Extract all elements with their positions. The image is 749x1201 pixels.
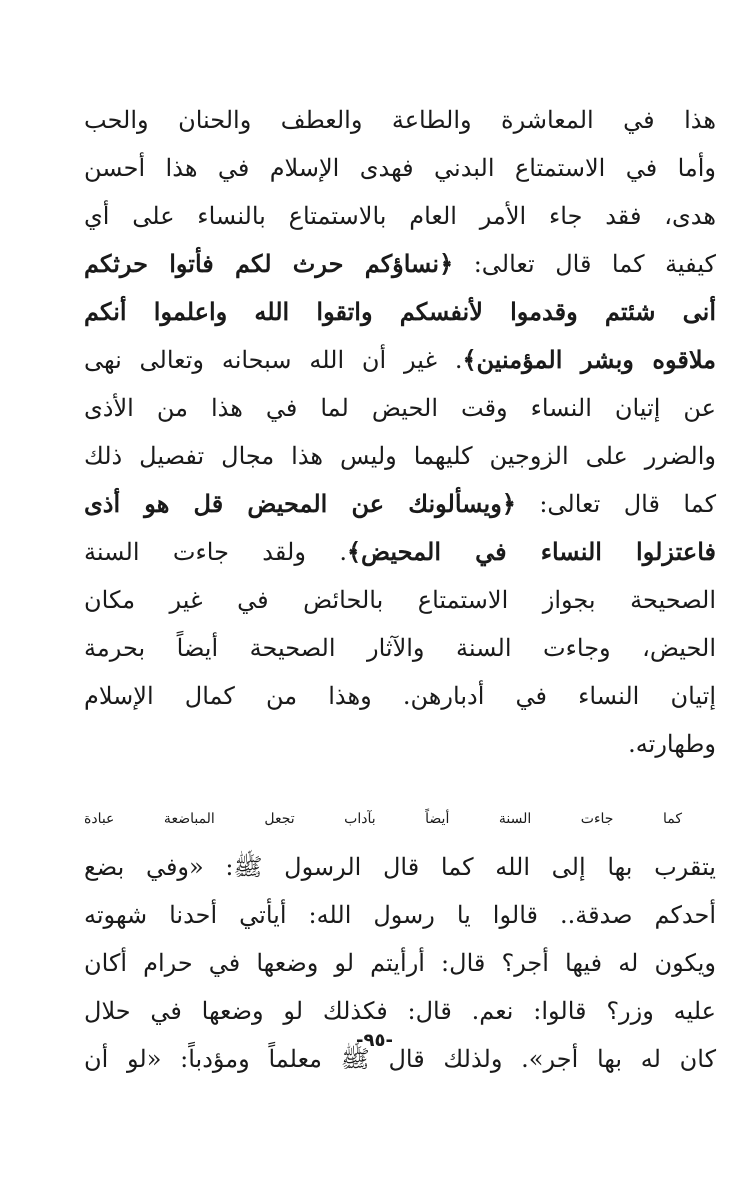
text-line: ويكون له فيها أجر؟ قال: أرأيتم لو وضعها في حرام أكان: [84, 949, 716, 977]
text-line: إتيان النساء في أدبارهن. وهذا من كمال الإسلام: [84, 682, 716, 710]
text-line: كما قال تعالى: ﴿ويسألونك عن المحيض قل هو أذى: [84, 489, 716, 518]
quran-quote: ﴿ويسألونك عن المحيض قل هو أذى: [84, 489, 516, 518]
text-line: الصحيحة بجواز الاستمتاع بالحائض في غير مكان: [84, 586, 716, 614]
text-line: يتقرب بها إلى الله كما قال الرسول ﷺ: «وفي بضع: [84, 853, 716, 881]
quran-quote: ملاقوه وبشر المؤمنين﴾: [462, 345, 716, 374]
text-line: [84, 288, 716, 336]
text-line: عن إتيان النساء وقت الحيض لما في هذا من الأذى: [84, 394, 716, 422]
text-line: وأما في الاستمتاع البدني فهدى الإسلام في هذا أحسن: [84, 154, 716, 182]
text-line: فاعتزلوا النساء في المحيض﴾. ولقد جاءت السنة: [84, 537, 717, 566]
quran-quote: أنى شئتم وقدموا لأنفسكم واتقوا الله واعلموا أنكم: [84, 297, 716, 326]
text-line: هدى، فقد جاء الأمر العام بالاستمتاع بالنساء على أي: [84, 202, 716, 230]
text-line: كما جاءت السنة أيضاً بآداب تجعل المباضعة عبادة: [84, 811, 682, 827]
text-line: والضرر على الزوجين كليهما وليس هذا مجال تفصيل ذلك: [84, 442, 716, 470]
page-number: -٩٥-: [356, 1030, 393, 1051]
text-line: وطهارته.: [628, 730, 716, 758]
quran-quote: فاعتزلوا النساء في المحيض﴾: [346, 537, 717, 566]
text-line: هذا في المعاشرة والطاعة والعطف والحنان والحب: [84, 106, 716, 134]
text-line: عليه وزر؟ قالوا: نعم. قال: فكذلك لو وضعها في حلال: [84, 997, 716, 1025]
text-line: أحدكم صدقة.. قالوا يا رسول الله: أيأتي أحدنا شهوته: [84, 901, 716, 929]
text-line: كان له بها أجر». ولذلك قال ﷺ معلماً ومؤدباً: «لو أن: [84, 1045, 716, 1073]
paragraph-1: [84, 96, 716, 768]
quran-quote: ﴿نساؤكم حرث لكم فأتوا حرثكم: [84, 249, 454, 278]
text-line: كيفية كما قال تعالى: ﴿نساؤكم حرث لكم فأتوا حرثكم: [84, 249, 716, 278]
text-line: الحيض، وجاءت السنة والآثار الصحيحة أيضاً بحرمة: [84, 634, 716, 662]
text-line: ملاقوه وبشر المؤمنين﴾. غير أن الله سبحانه وتعالى نهى: [84, 345, 716, 374]
page-body: [84, 96, 716, 1083]
